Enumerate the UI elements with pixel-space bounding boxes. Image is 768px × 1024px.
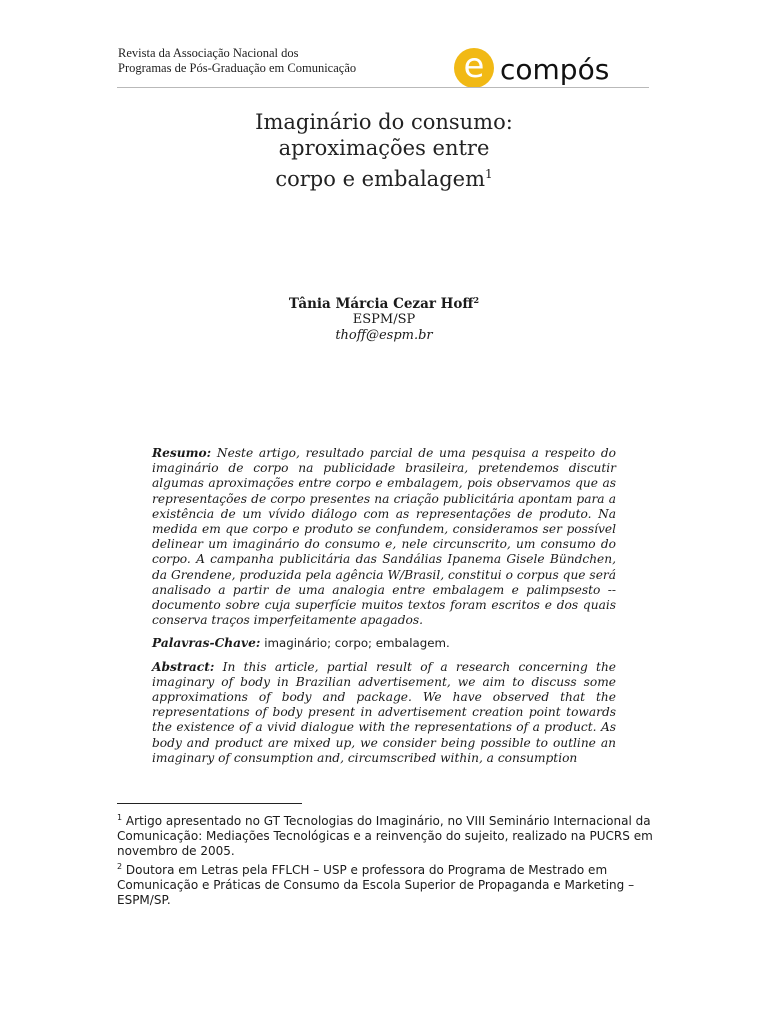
footnote-2-mark: 2 xyxy=(117,862,123,871)
author-footnote-mark[interactable]: 2 xyxy=(473,295,480,305)
title-line3-text: corpo e embalagem xyxy=(275,167,485,191)
title-line2: aproximações entre xyxy=(278,136,490,160)
logo-wordmark: compós xyxy=(500,53,610,86)
resumo-label: Resumo: xyxy=(152,446,212,460)
compos-logo xyxy=(454,40,654,90)
abstract-text: In this article, partial result of a research concerning the imaginary of body in Brazilian advertisement, we aim to discuss some approximations of body and package. We have observed that the representations of body present in advertisement creation point towards the existence of a vivid dialogue with the representations of a product. As body and product are mixed up, we consider being possible to outline an imaginary of consumption and, circumscribed within, a consumption xyxy=(152,659,617,765)
footnote-divider xyxy=(117,803,302,804)
title-line3 xyxy=(0,161,768,192)
abstract-block xyxy=(152,446,616,774)
journal-name xyxy=(118,46,356,76)
header-divider xyxy=(117,87,649,88)
author-affiliation: ESPM/SP xyxy=(352,312,416,327)
author-name xyxy=(0,292,768,312)
footnotes xyxy=(117,810,657,908)
footnote-2 xyxy=(117,859,657,908)
keywords-label: Palavras-Chave: xyxy=(152,636,261,651)
paper-title xyxy=(0,109,768,192)
footnote-1-text: Artigo apresentado no GT Tecnologias do Imaginário, no VIII Seminário Internacional da Comunicação: Mediações Tecnológicas e a reinvenção do sujeito, realizado na PUCRS em novembro de 2005. xyxy=(117,814,653,858)
footnote-2-text: Doutora em Letras pela FFLCH – USP e professora do Programa de Mestrado em Comunicação e Práticas de Consumo da Escola Superior de Propaganda e Marketing – ESPM/SP. xyxy=(117,863,635,907)
resumo-paragraph xyxy=(152,446,616,628)
title-line1: Imaginário do consumo: xyxy=(255,110,513,134)
abstract-paragraph xyxy=(152,660,616,766)
author-block xyxy=(0,292,768,344)
author-email-link[interactable]: thoff@espm.br xyxy=(335,328,433,343)
keywords-text: imaginário; corpo; embalagem. xyxy=(264,636,450,651)
journal-name-line1: Revista da Associação Nacional dos xyxy=(118,46,299,60)
author-name-text: Tânia Márcia Cezar Hoff xyxy=(288,296,474,312)
footnote-1 xyxy=(117,810,657,859)
footnote-1-mark: 1 xyxy=(117,813,123,822)
journal-name-line2: Programas de Pós-Graduação em Comunicação xyxy=(118,61,357,75)
resumo-text: Neste artigo, resultado parcial de uma pesquisa a respeito do imaginário de corpo na publicidade brasileira, pretendemos discutir algumas aproximações entre corpo e embalagem, pois observamos que as representações de corpo presentes na criação publicitária apontam para a existência de um vívido diálogo com as representações de produto. Na medida em que corpo e produto se confundem, consideramos ser possível delinear um imaginário do consumo e, nele circunscrito, um consumo do corpo. A campanha publicitária das Sandálias Ipanema Gisele Bündchen, da Grendene, produzida pela agência W/Brasil, constitui o corpus que será analisado a partir de uma analogia entre embalagem e palimpsesto -- documento sobre cuja superfície muitos textos foram escritos e dos quais conserva traços imperfeitamente apagados. xyxy=(152,446,616,628)
title-footnote-mark[interactable]: 1 xyxy=(485,167,493,181)
logo-e-letter: e xyxy=(463,46,485,86)
abstract-label: Abstract: xyxy=(152,659,215,674)
keywords-paragraph xyxy=(152,636,616,651)
